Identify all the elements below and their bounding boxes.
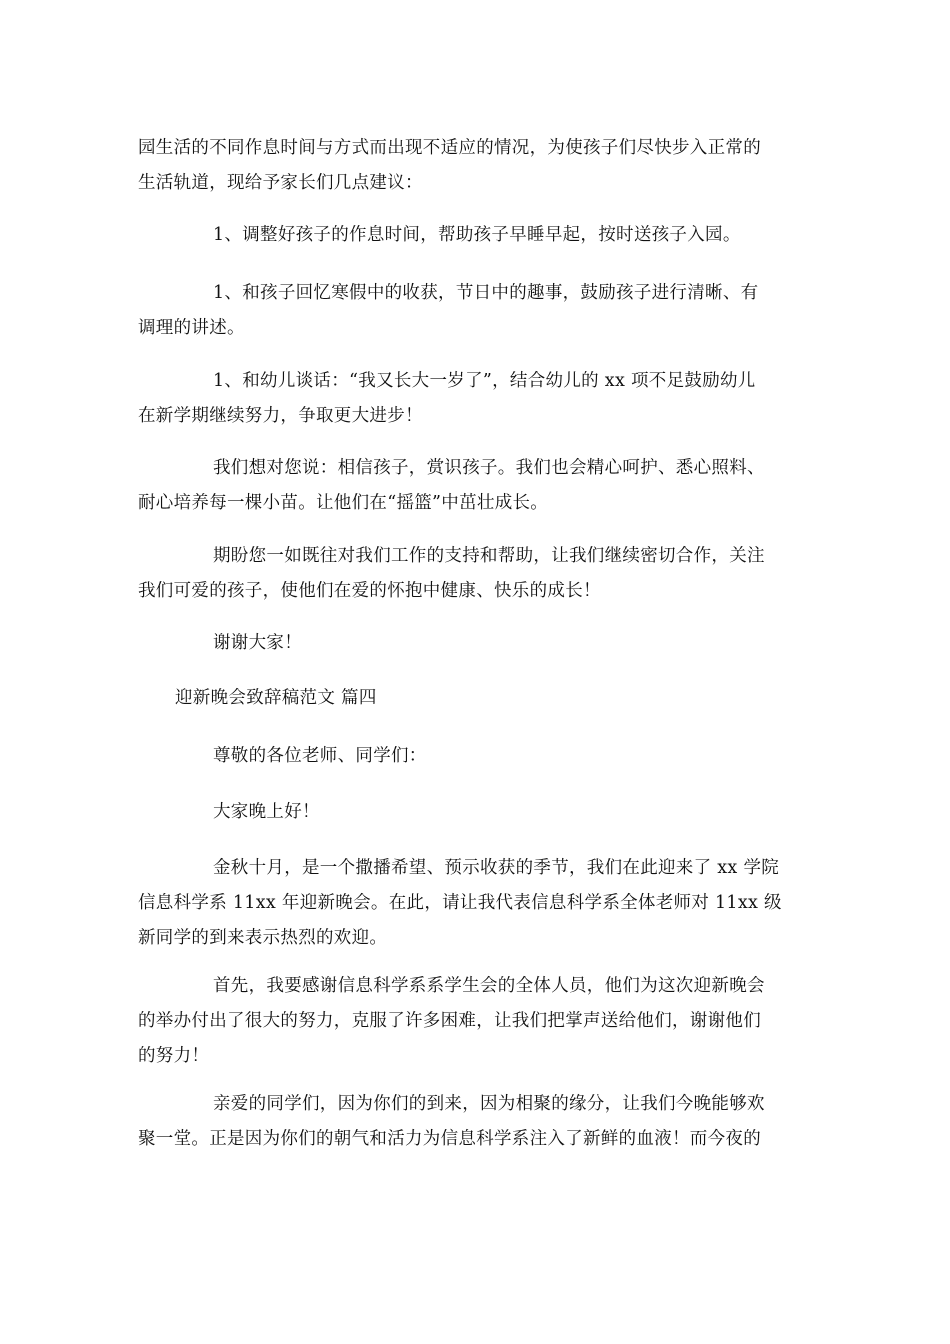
paragraph-students (138, 1087, 810, 1157)
text-line: 1、调整好孩子的作息时间，帮助孩子早睡早起，按时送孩子入园。 (213, 225, 741, 245)
text-line: 新同学的到来表示热烈的欢迎。 (138, 928, 388, 948)
text-line: 信息科学系 11xx 年迎新晚会。在此，请让我代表信息科学系全体老师对 11xx 级 (138, 893, 782, 913)
text-line: 我们想对您说：相信孩子，赏识孩子。我们也会精心呵护、悉心照料、 (213, 458, 765, 478)
paragraph-gratitude (138, 969, 810, 1074)
text-line: 尊敬的各位老师、同学们： (213, 746, 427, 766)
text-line: 谢谢大家！ (213, 633, 302, 653)
text-line: 大家晚上好！ (213, 802, 320, 822)
text-line: 聚一堂。正是因为你们的朝气和活力为信息科学系注入了新鲜的血液！而今夜的 (138, 1129, 761, 1149)
text-line: 园生活的不同作息时间与方式而出现不适应的情况，为使孩子们尽快步入正常的 (138, 138, 761, 158)
text-line: 生活轨道，现给予家长们几点建议： (138, 173, 423, 193)
text-line: 在新学期继续努力，争取更大进步！ (138, 406, 423, 426)
paragraph-hope (138, 539, 810, 609)
paragraph-welcome (138, 851, 810, 956)
paragraph-salutation (138, 739, 810, 774)
paragraph-greeting (138, 795, 810, 830)
section-heading (138, 681, 847, 716)
text-line: 金秋十月，是一个撒播希望、预示收获的季节，我们在此迎来了 xx 学院 (213, 858, 780, 878)
heading-text: 迎新晚会致辞稿范文 篇四 (175, 688, 377, 708)
text-line: 的努力！ (138, 1046, 210, 1066)
text-line: 期盼您一如既往对我们工作的支持和帮助，让我们继续密切合作，关注 (213, 546, 765, 566)
paragraph-suggestion-talk (138, 364, 810, 434)
text-line: 亲爱的同学们，因为你们的到来，因为相聚的缘分，让我们今晚能够欢 (213, 1094, 765, 1114)
paragraph-message-to-parents (138, 451, 810, 521)
text-line: 1、和幼儿谈话：“我又长大一岁了”，结合幼儿的 xx 项不足鼓励幼儿 (213, 371, 756, 391)
text-line: 的举办付出了很大的努力，克服了许多困难，让我们把掌声送给他们，谢谢他们 (138, 1011, 761, 1031)
text-line: 耐心培养每一棵小苗。让他们在“摇篮”中茁壮成长。 (138, 493, 549, 513)
text-line: 1、和孩子回忆寒假中的收获，节日中的趣事，鼓励孩子进行清晰、有 (213, 283, 759, 303)
paragraph-suggestion-recall (138, 276, 810, 346)
paragraph-suggestion-schedule (138, 218, 810, 253)
text-line: 我们可爱的孩子，使他们在爱的怀抱中健康、快乐的成长！ (138, 581, 601, 601)
text-line: 首先，我要感谢信息科学系系学生会的全体人员，他们为这次迎新晚会 (213, 976, 765, 996)
text-line: 调理的讲述。 (138, 318, 245, 338)
paragraph-suggestions-intro (138, 131, 810, 201)
paragraph-thanks (138, 626, 810, 661)
